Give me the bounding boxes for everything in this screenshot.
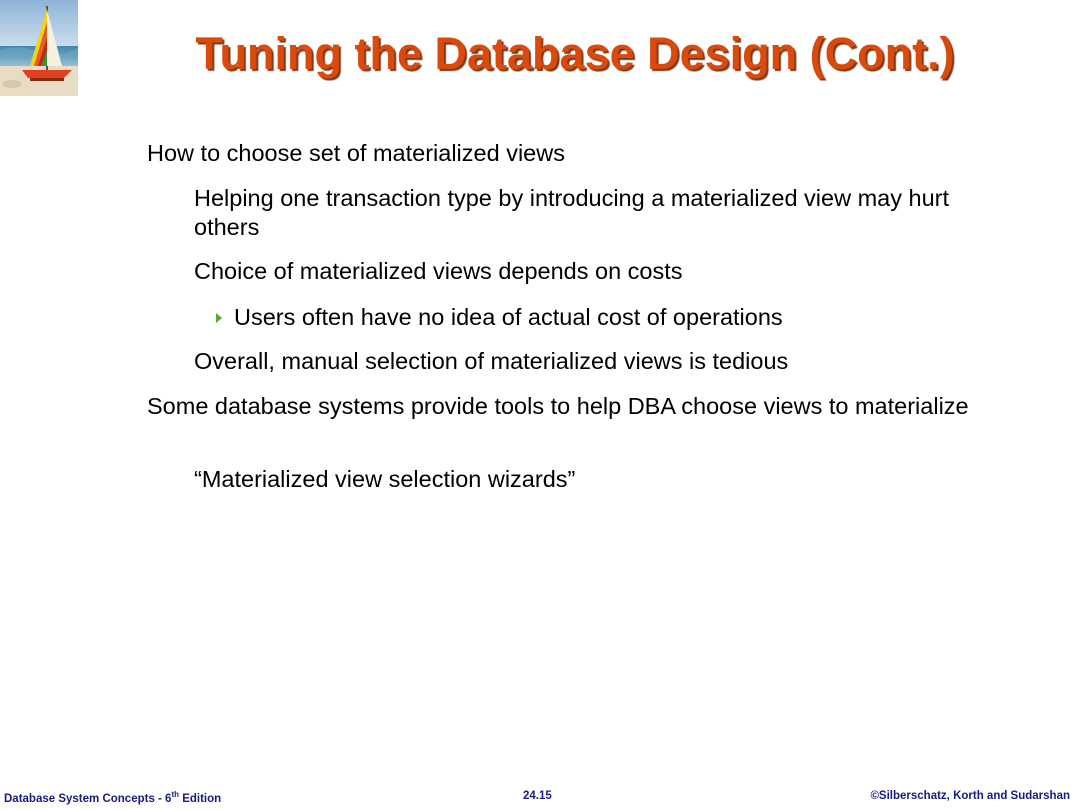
footer-copyright: ©Silberschatz, Korth and Sudarshan	[870, 790, 1070, 802]
bullet-level2: Choice of materialized views depends on costs	[194, 258, 683, 284]
bullet-level3: Users often have no idea of actual cost of operations	[234, 304, 783, 330]
bullet-level1: Some database systems provide tools to help DBA choose views to materialize	[147, 393, 969, 419]
sailboat-logo-icon	[0, 0, 78, 96]
footer-book-title: Database System Concepts - 6th Edition	[4, 790, 222, 805]
bullet-level2: Overall, manual selection of materialized views is tedious	[194, 348, 789, 374]
bullet-level2: Helping one transaction type by introducing a materialized view may hurt others	[194, 185, 950, 240]
bullet-level1: How to choose set of materialized views	[147, 140, 565, 166]
bullet-level2: “Materialized view selection wizards”	[194, 466, 576, 492]
footer-page-number: 24.15	[523, 790, 552, 802]
slide-title: Tuning the Database Design (Cont.)	[195, 28, 955, 79]
triangle-right-icon	[216, 313, 222, 323]
